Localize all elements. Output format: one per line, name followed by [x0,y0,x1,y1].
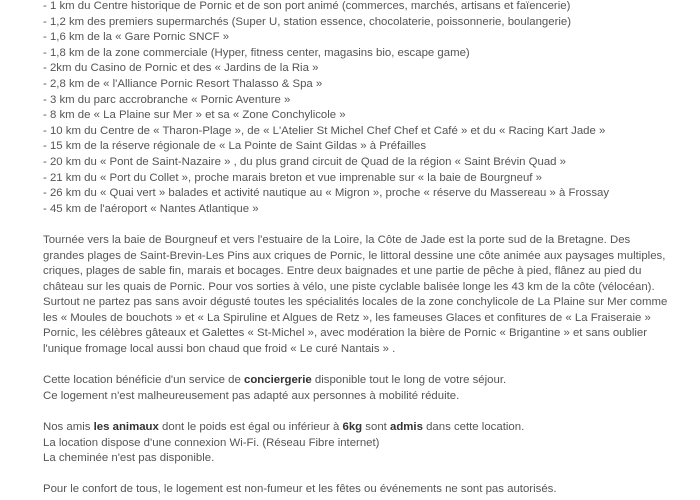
listing-description [43,0,668,498]
bold-text: admis [390,421,423,434]
list-item: - 1,2 km des premiers supermarchés (Super U, station essence, chocolaterie, poissonnerie, boulangerie) [43,15,572,28]
list-item: - 15 km de la réserve régionale de « La Pointe de Saint Gildas » à Préfailles [43,140,427,153]
text: Nos amis [43,421,94,434]
specialties-paragraph: Surtout ne partez pas sans avoir dégusté toutes les spécialités locales de la zone conchylicole de La Plaine sur Mer comme les « Moules de bouchots » et « La Spiruline et Algues de Retz », les fameuses Glaces et confitures de « La Fraiseraie » Pornic, les célèbres gâteaux et Galettes « St-Michel », avec modération la bière de Pornic « Brigantine » et sans oublier l'unique fromage local aussi bon chaud que froid « Le curé Nantais » . [43,296,668,356]
text: dont le poids est égal ou inférieur à [158,421,343,434]
list-item: - 1 km du Centre historique de Pornic et de son port animé (commerces, marchés, artisans et faïencerie) [43,0,571,12]
bold-text: les animaux [93,421,159,434]
text: dans cette location. [422,421,525,434]
distance-list [43,0,668,217]
bold-text: conciergerie [244,374,312,387]
list-item: - 26 km du « Quai vert » balades et activité nautique au « Migron », proche « réserve du Massereau » à Frossay [43,187,610,200]
list-item: - 21 km du « Port du Collet », proche marais breton et vue imprenable sur « la baie de Bourgneuf » [43,171,542,184]
text: Cette location bénéficie d'un service de [43,374,244,387]
rules-text: Pour le confort de tous, le logement est non-fumeur et les fêtes ou événements ne sont pas autorisés. [43,483,557,496]
pets-text [43,420,668,436]
list-item: - 1,6 km de la « Gare Pornic SNCF » [43,31,230,44]
text: disponible tout le long de votre séjour. [311,374,507,387]
list-item: - 1,8 km de la zone commerciale (Hyper, fitness center, magasins bio, escape game) [43,46,470,59]
list-item: - 2km du Casino de Pornic et des « Jardins de la Ria » [43,62,319,75]
list-item: - 45 km de l'aéroport « Nantes Atlantique » [43,202,259,215]
concierge-text [43,373,668,389]
bold-text: 6kg [342,421,363,434]
wifi-text: La location dispose d'une connexion Wi-Fi. (Réseau Fibre internet) [43,436,380,449]
list-item: - 2,8 km de « l'Alliance Pornic Resort Thalasso & Spa » [43,77,323,90]
list-item: - 8 km de « La Plaine sur Mer » et sa « Zone Conchylicole » [43,109,346,122]
list-item: - 10 km du Centre de « Tharon-Plage », de « L'Atelier St Michel Chef Chef et Café » et du « Racing Kart Jade » [43,124,606,137]
region-paragraph: Tournée vers la baie de Bourgneuf et vers l'estuaire de la Loire, la Côte de Jade est la porte sud de la Bretagne. Des grandes plages de Saint-Brevin-Les Pins aux criques de Pornic, le littoral dessine une côte animée aux paysages multiples, criques, plages de sable fin, marais et bocages. Entre deux baignades et une partie de pêche à pied, flânez au pied du château sur les quais de Pornic. Pour vos sorties à vélo, une piste cyclable balisée longe les 43 km de la côte (vélocéan). [43,233,666,293]
list-item: - 3 km du parc accrobranche « Pornic Aventure » [43,93,291,106]
list-item: - 20 km du « Pont de Saint-Nazaire » , du plus grand circuit de Quad de la région « Saint Brévin Quad » [43,155,567,168]
text: sont [362,421,390,434]
mobility-text: Ce logement n'est malheureusement pas adapté aux personnes à mobilité réduite. [43,389,460,402]
fireplace-text: La cheminée n'est pas disponible. [43,452,215,465]
